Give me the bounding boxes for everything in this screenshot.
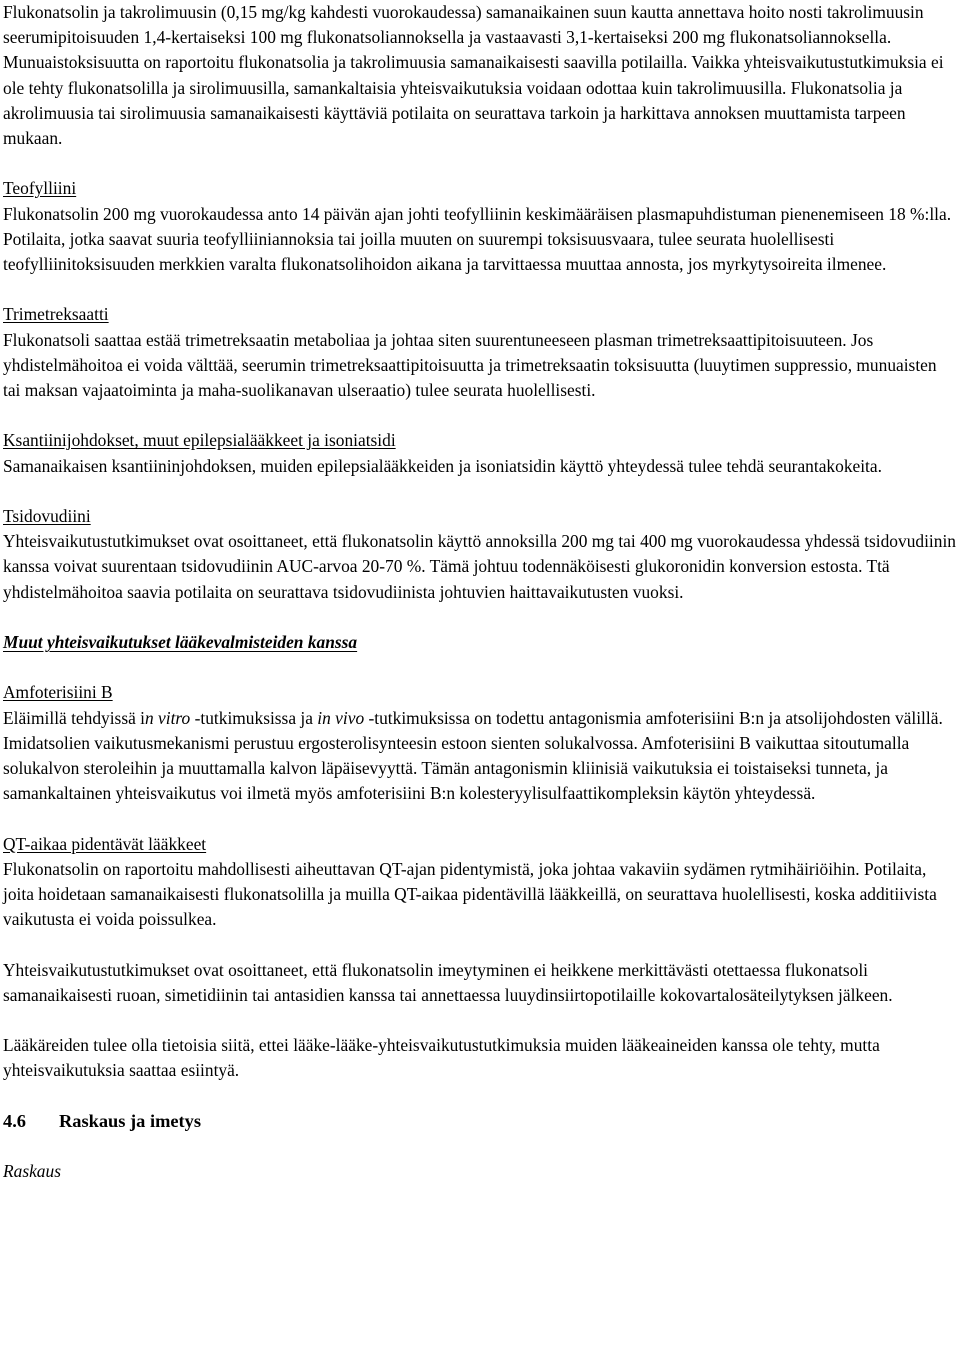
body-ruoka: Yhteisvaikutustutkimukset ovat osoittaneet, että flukonatsolin imeytyminen ei heikkene merkittävästi otettaessa flukonatsoli samanaikaisesti ruoan, simetidiinin tai antasidien kanssa tai annettaessa luuydinsiirtopotilaille kokovartalosäteilytyksen jälkeen.: [3, 959, 893, 1005]
section-title: Raskaus ja imetys: [59, 1110, 202, 1131]
heading-teofylliini: Teofylliini: [3, 178, 77, 199]
body-amfoterisiini: [3, 706, 958, 807]
heading-muut-yhteisvaikutukset: Muut yhteisvaikutukset lääkevalmisteiden kanssa: [3, 632, 358, 652]
document-body: [3, 0, 958, 1184]
body-ksantiini: Samanaikaisen ksantiininjohdoksen, muiden epilepsialääkkeiden ja isoniatsidin käyttö yhteydessä tulee tehdä seurantakokeita.: [3, 455, 882, 476]
heading-tsidovudiini: Tsidovudiini: [3, 506, 91, 526]
body-teofylliini: Flukonatsolin 200 mg vuorokaudessa anto 14 päivän ajan johti teofylliinin keskimääräisen plasmapuhdistuman pienenemiseen 18 %:lla. Potilaita, jotka saavat suuria teofylliiniannoksia tai joilla muuten on suurempi toksisuusvaara, tulee seurata huolellisesti teofylliinitoksisuuden merkkien varalta flukonatsolihoidon aikana ja tarvittaessa muuttaa annosta, jos myrkytysoireita ilmenee.: [3, 203, 952, 275]
body-qt: Flukonatsolin on raportoitu mahdollisesti aiheuttavan QT-ajan pidentymistä, joka johtaa vakaviin sydämen rytmihäiriöihin. Potilaita, joita hoidetaan samanaikaisesti flukonatsolilla ja muilla QT-aikaa pidentävillä lääkkeillä, on seurattava huolellisesti, koska additiivista vaikutusta ei voida poissulkea.: [3, 858, 937, 930]
body-laakarit: Lääkäreiden tulee olla tietoisia siitä, ettei lääke-lääke-yhteisvaikutustutkimuksia muiden lääkeaineiden kanssa ole tehty, mutta yhteisvaikutuksia saattaa esiintyä.: [3, 1035, 880, 1081]
section-heading-4-6: [3, 1109, 958, 1134]
intro-paragraph: Flukonatsolin ja takrolimuusin (0,15 mg/kg kahdesti vuorokaudessa) samanaikainen suun kautta annettava hoito nosti takrolimuusin seerumipitoisuuden 1,4-kertaiseksi 100 mg flukonatsoliannoksella ja vastaavasti 3,1-kertaiseksi 200 mg flukonatsoliannoksella. Munuaistoksisuutta on raportoitu flukonatsolia ja takrolimuusia samanaikaisesti saavilla potilailla. Vaikka yhteisvaikutustutkimuksia ei ole tehty flukonatsolilla ja sirolimuusilla, samankaltaisia yhteisvaikutuksia voidaan odottaa kuin takrolimuusilla. Flukonatsolia ja akrolimuusia tai sirolimuusia samanaikaisesti käyttäviä potilaita on seurattava tarkoin ja harkittava annoksen muuttamista tarpeen mukaan.: [3, 2, 944, 149]
body-trimetreksaatti: Flukonatsoli saattaa estää trimetreksaatin metaboliaa ja johtaa siten suurentuneeseen plasman trimetreksaattipitoisuuteen. Jos yhdistelmähoitoa ei voida välttää, seerumin trimetreksaattipitoisuutta ja trimetreksaatin toksisuutta (luuytimen suppressio, munuaisten tai maksan vajaatoiminta ja maha-suolikanavan ulseraatio) tulee seurata huolellisesti.: [3, 329, 937, 401]
amfoterisiini-italic-in-vivo: in vivo: [317, 707, 365, 728]
amfoterisiini-text-a: Eläimillä tehdyissä i: [3, 707, 145, 728]
section-number: 4.6: [3, 1110, 26, 1131]
subheading-raskaus: Raskaus: [3, 1161, 61, 1182]
body-tsidovudiini: Yhteisvaikutustutkimukset ovat osoittaneet, että flukonatsolin käyttö annoksilla 200 mg tai 400 mg vuorokaudessa yhdessä tsidovudiinin kanssa voivat suurentaan tsidovudiinin AUC-arvoa 20-70 %. Tämä johtuu todennäköisesti glukoronidin konversion estosta. Ttä yhdistelmähoitoa saavia potilaita on seurattava tsidovudiinista johtuvien haittavaikutusten vuoksi.: [3, 531, 956, 602]
heading-ksantiini: Ksantiinijohdokset, muut epilepsialääkkeet ja isoniatsidi: [3, 430, 396, 451]
amfoterisiini-text-c: -tutkimuksissa on todettu antagonismia amfoterisiini B:n ja atsolijohdosten välillä. Imidatsolien vaikutusmekanismi perustuu ergosterolisynteesin estoon sienten solukalvossa. Amfoterisiini B vaikuttaa sitoutumalla solukalvon steroleihin ja muuttamalla kalvon läpäisevyyttä. Tämän antagonismin kliinisiä vaikutuksia ei toistaiseksi tunneta, ja samankaltainen yhteisvaikutus voi ilmetä myös amfoterisiini B:n kolesteryylisulfaattikompleksin käytön yhteydessä.: [3, 707, 943, 804]
amfoterisiini-text-b: -tutkimuksissa ja: [190, 707, 318, 728]
amfoterisiini-italic-in-vitro: n vitro: [145, 707, 191, 728]
heading-amfoterisiini: Amfoterisiini B: [3, 682, 113, 703]
heading-trimetreksaatti: Trimetreksaatti: [3, 304, 109, 325]
heading-qt: QT-aikaa pidentävät lääkkeet: [3, 833, 207, 854]
